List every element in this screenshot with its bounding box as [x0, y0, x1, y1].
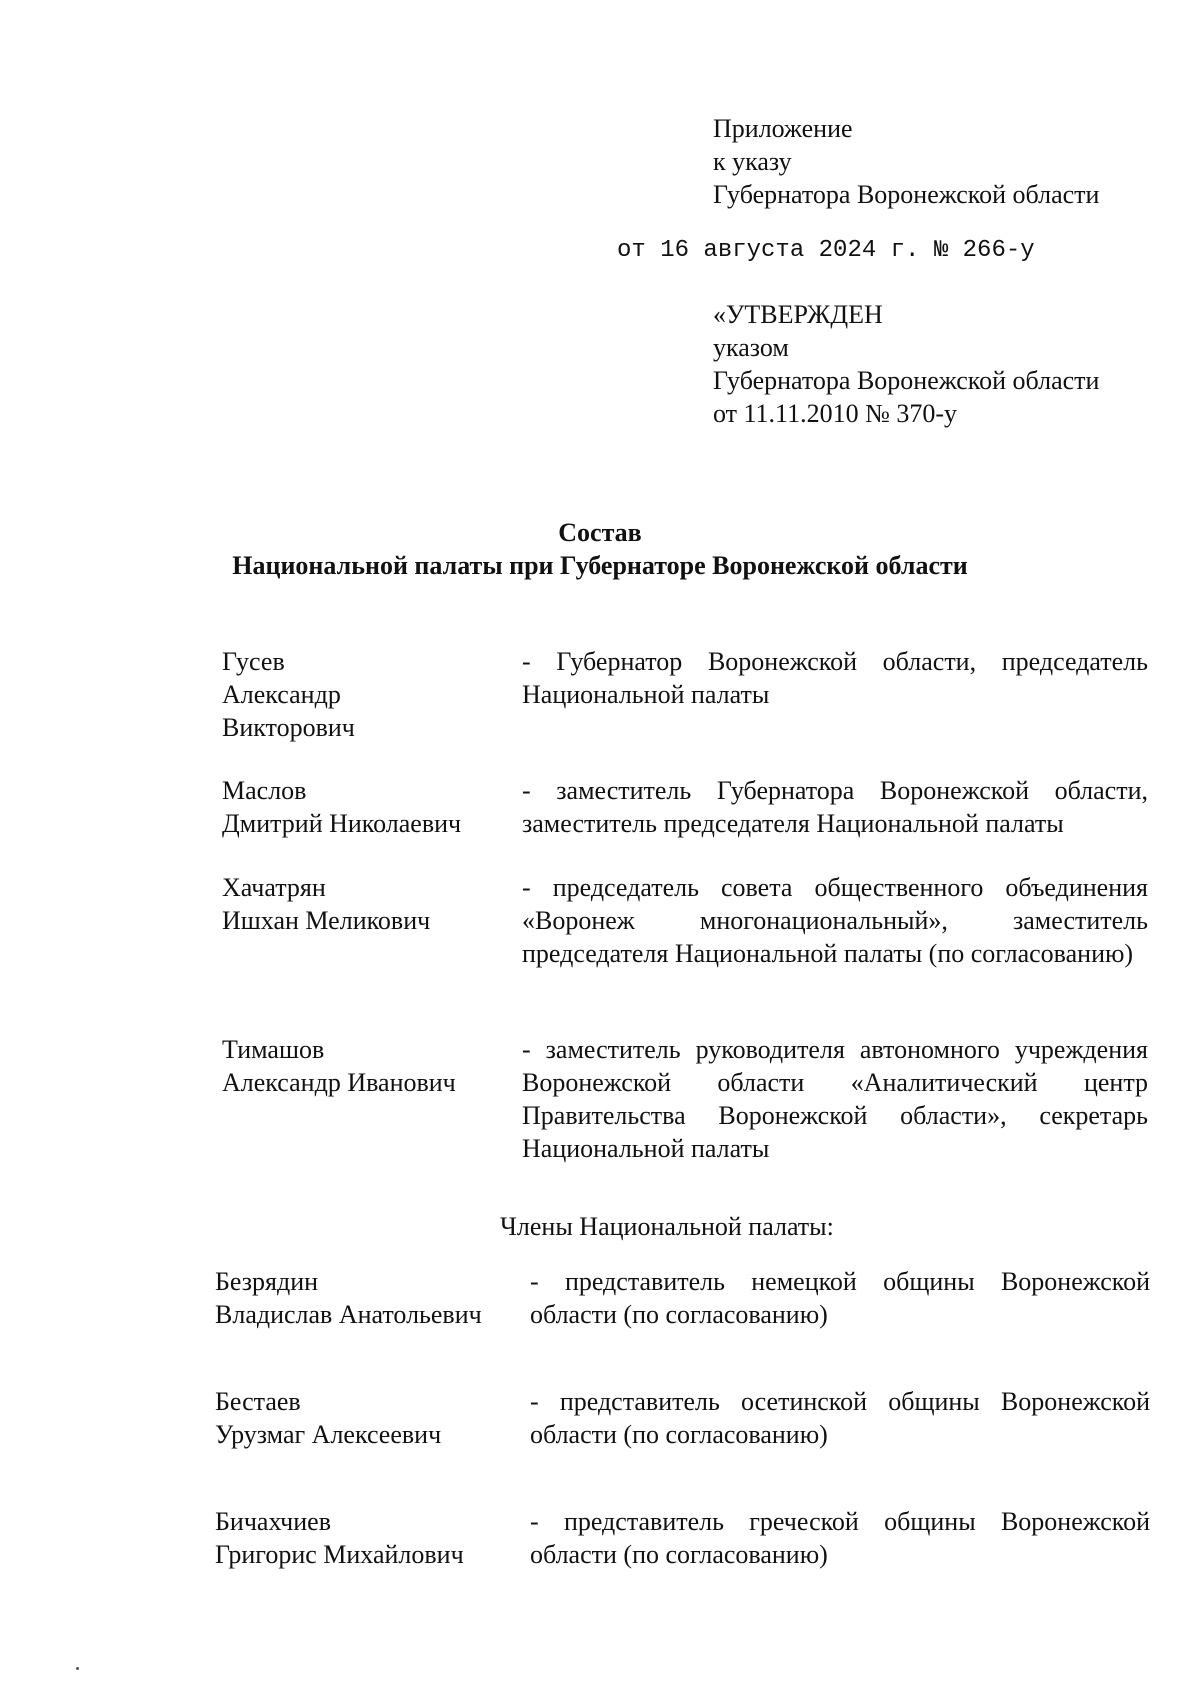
appendix-label: Приложение: [713, 114, 853, 143]
leader-role: - заместитель Губернатора Воронежской области, заместитель председателя Национальной палаты: [522, 776, 1148, 838]
leader-name: Гусев Александр Викторович: [222, 647, 355, 742]
member-role: - представитель осетинской общины Воронежской области (по согласованию): [530, 1387, 1150, 1449]
title-line-1: Состав: [558, 518, 642, 547]
member-role: - представитель греческой общины Воронежской области (по согласованию): [530, 1507, 1150, 1569]
approved-block: [713, 298, 1099, 430]
leader-role: - заместитель руководителя автономного учреждения Воронежской области «Аналитический центр Правительства Воронежской области», секретарь Национальной палаты: [522, 1035, 1148, 1163]
member-name: Бестаев Урузмаг Алексеевич: [215, 1387, 442, 1449]
appendix-header: [713, 112, 1099, 211]
document-title: [0, 516, 1200, 582]
approved-by-decree: указом: [713, 333, 789, 362]
title-line-2: Национальной палаты при Губернаторе Воронежской области: [232, 551, 968, 580]
leader-role: - председатель совета общественного объединения «Воронеж многонациональный», заместитель председателя Национальной палаты (по согласованию): [522, 873, 1148, 968]
leader-role: - Губернатор Воронежской области, председатель Национальной палаты: [522, 647, 1148, 709]
approved-governor: Губернатора Воронежской области: [713, 366, 1100, 395]
appendix-date-line: от 16 августа 2024 г. № 266-у: [617, 237, 1035, 264]
appendix-governor: Губернатора Воронежской области: [713, 180, 1100, 209]
members-heading: Члены Национальной палаты:: [500, 1212, 834, 1241]
leader-name: Хачатрян Ишхан Меликович: [222, 873, 431, 935]
appendix-decree-ref: к указу: [713, 147, 792, 176]
leader-name: Маслов Дмитрий Николаевич: [222, 776, 462, 838]
approved-date: от 11.11.2010 № 370-у: [713, 399, 958, 428]
leader-name: Тимашов Александр Иванович: [222, 1035, 456, 1097]
scan-speck: [76, 1667, 79, 1670]
member-name: Бичахчиев Григорис Михайлович: [215, 1507, 464, 1569]
member-role: - представитель немецкой общины Воронежской области (по согласованию): [530, 1267, 1150, 1329]
approved-label: «УТВЕРЖДЕН: [713, 300, 883, 329]
member-name: Безрядин Владислав Анатольевич: [215, 1267, 482, 1329]
